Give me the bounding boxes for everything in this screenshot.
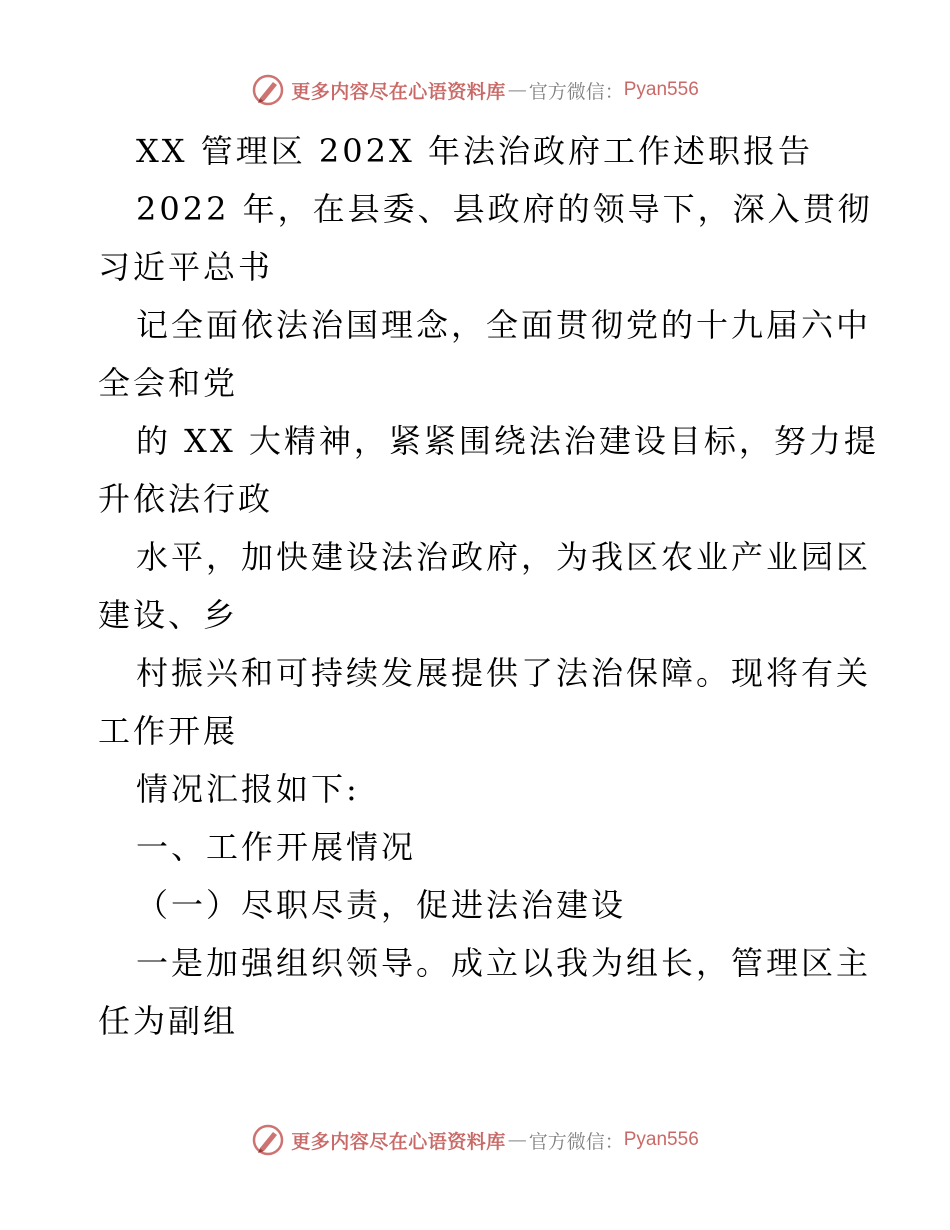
text-line: 升依法行政 bbox=[98, 480, 274, 518]
watermark-dash: — bbox=[507, 79, 527, 101]
text-line: 全会和党 bbox=[98, 364, 239, 402]
document-body bbox=[98, 122, 879, 1050]
text-line: 村振兴和可持续发展提供了法治保障。现将有关 bbox=[136, 654, 872, 692]
pen-logo-icon bbox=[251, 1123, 285, 1157]
watermark-official: 官方微信： bbox=[528, 80, 624, 103]
text-line: 工作开展 bbox=[98, 712, 239, 750]
text-line: 建设、乡 bbox=[98, 596, 239, 634]
text-line: 一、工作开展情况 bbox=[136, 828, 417, 866]
header-watermark bbox=[0, 70, 950, 110]
footer-watermark bbox=[0, 1120, 950, 1160]
text-line: 习近平总书 bbox=[98, 248, 274, 286]
watermark-dash: — bbox=[507, 1129, 527, 1151]
watermark-official: 官方微信： bbox=[528, 1130, 624, 1153]
text-line: （一）尽职尽责，促进法治建设 bbox=[136, 886, 627, 924]
watermark-wechat: Pyan556 bbox=[623, 79, 699, 100]
pen-logo-icon bbox=[251, 73, 285, 107]
text-line: 的 XX 大精神，紧紧围绕法治建设目标，努力提 bbox=[136, 422, 879, 460]
text-line: XX 管理区 202X 年法治政府工作述职报告 bbox=[136, 132, 813, 170]
text-line: 水平，加快建设法治政府，为我区农业产业园区 bbox=[136, 538, 872, 576]
text-line: 情况汇报如下: bbox=[136, 770, 360, 808]
text-line: 任为副组 bbox=[98, 1002, 239, 1040]
text-line: 2022 年，在县委、县政府的领导下，深入贯彻 bbox=[136, 190, 873, 228]
watermark-text: 更多内容尽在心语资料库 bbox=[291, 1130, 506, 1153]
text-line: 一是加强组织领导。成立以我为组长，管理区主 bbox=[136, 944, 872, 982]
watermark-text: 更多内容尽在心语资料库 bbox=[291, 80, 506, 103]
watermark-wechat: Pyan556 bbox=[623, 1129, 699, 1150]
text-line: 记全面依法治国理念，全面贯彻党的十九届六中 bbox=[136, 306, 872, 344]
